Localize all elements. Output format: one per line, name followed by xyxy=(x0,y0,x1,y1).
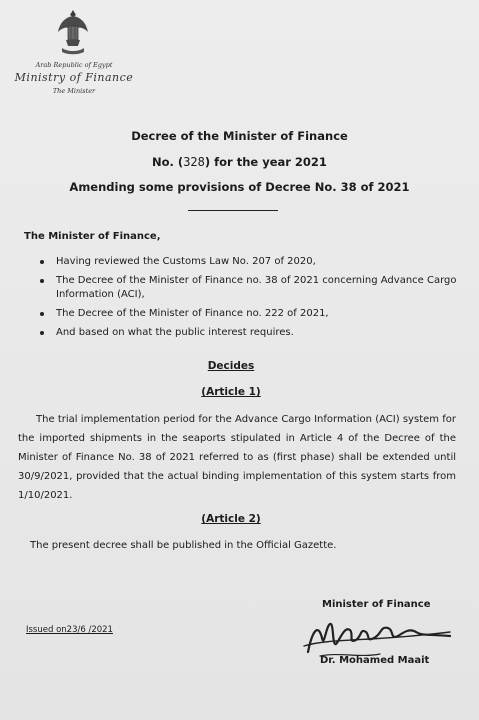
minister-preamble: The Minister of Finance, xyxy=(24,231,161,242)
decree-number-suffix: ) for the year 2021 xyxy=(204,155,327,169)
list-item: The Decree of the Minister of Finance no. 222 of 2021, xyxy=(38,307,458,321)
signatory-title: Minister of Finance xyxy=(322,599,431,610)
decree-number-prefix: No. ( xyxy=(152,155,184,169)
recitals-list xyxy=(38,255,458,345)
signatory-name: Dr. Mohamed Maait xyxy=(320,655,430,666)
letterhead-ministry: Ministry of Finance xyxy=(14,71,134,84)
decree-subject: Amending some provisions of Decree No. 38 of 2021 xyxy=(69,180,410,194)
letterhead xyxy=(4,60,144,96)
article-1-text: The trial implementation period for the Advance Cargo Information (ACI) system for the imported shipments in the seaports stipulated in Article 4 of the Decree of the Minister of Finance No. 38 of 2021 referred to as (first phase) shall be extended until 30/9/2021, provided that the actual binding implementation of this system starts from 1/10/2021. xyxy=(18,414,456,501)
list-item: Having reviewed the Customs Law No. 207 of 2020, xyxy=(38,255,458,269)
list-item: And based on what the public interest requires. xyxy=(38,326,458,340)
decree-title: Decree of the Minister of Finance xyxy=(131,129,348,143)
decree-number: 328 xyxy=(183,155,205,169)
eagle-emblem-icon xyxy=(56,8,90,56)
decides-heading: Decides xyxy=(207,360,255,372)
decree-number-line xyxy=(0,155,479,169)
article-2-heading: (Article 2) xyxy=(201,513,261,525)
letterhead-country: Arab Republic of Egypt xyxy=(35,61,113,69)
article-2-text: The present decree shall be published in the Official Gazette. xyxy=(30,540,337,551)
letterhead-office: The Minister xyxy=(52,87,96,95)
title-divider xyxy=(188,210,278,211)
issued-date: Issued on23/6 /2021 xyxy=(26,625,113,635)
article-1-heading: (Article 1) xyxy=(201,386,261,398)
list-item: The Decree of the Minister of Finance no. 38 of 2021 concerning Advance Cargo Information (ACI), xyxy=(38,274,458,302)
